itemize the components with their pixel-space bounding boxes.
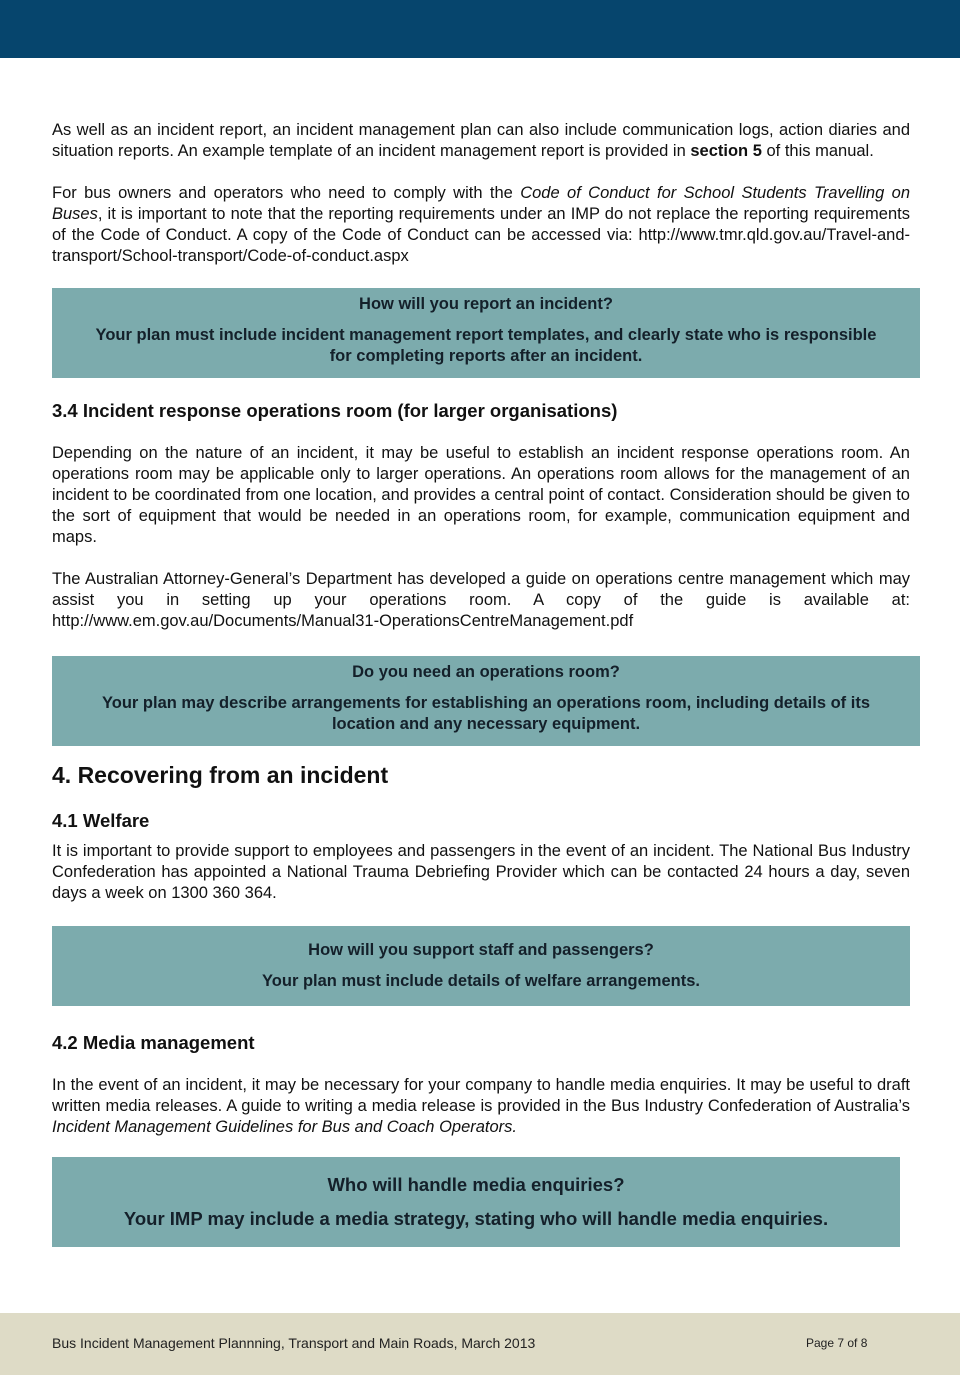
callout-question: Do you need an operations room?: [352, 663, 620, 681]
header-bar: [0, 0, 960, 58]
subsection-heading-welfare: 4.1 Welfare: [52, 810, 150, 831]
callout-box-operations-room: [52, 656, 920, 746]
page-content: [52, 120, 910, 1247]
subsection-heading-media: 4.2 Media management: [52, 1032, 255, 1053]
welfare-paragraph: It is important to provide support to employees and passengers in the event of an incident. The National Bus Industry Confederation has appointed a National Trauma Debriefing Provider which can be contacted 24 hours a day, seven days a week on 1300 360 364.: [52, 842, 910, 902]
callout-answer: Your plan must include details of welfare arrangements.: [262, 972, 700, 990]
callout-box-media: [52, 1157, 900, 1247]
callout-box-report: [52, 288, 920, 378]
callout-question: How will you support staff and passengers?: [308, 941, 654, 959]
media-paragraph: In the event of an incident, it may be necessary for your company to handle media enquiries. It may be useful to draft written media releases. A guide to writing a media release is provided in the Bus Industry Confederation of Australia’s Incident Management Guidelines for Bus and Coach Operators.: [52, 1076, 910, 1136]
callout-answer: Your IMP may include a media strategy, stating who will handle media enquiries.: [123, 1208, 829, 1229]
section-heading-3-4: 3.4 Incident response operations room (for larger organisations): [52, 400, 618, 421]
intro-paragraph-1: As well as an incident report, an incident management plan can also include communication logs, action diaries and situation reports. An example template of an incident management report is provided in section 5 of this manual.: [52, 121, 910, 160]
callout-answer: Your plan must include incident management report templates, and clearly state who is responsible for completing reports after an incident.: [95, 326, 877, 365]
callout-question: How will you report an incident?: [359, 295, 613, 313]
section-heading-4: 4. Recovering from an incident: [52, 762, 389, 788]
section-3-4-paragraph-1: Depending on the nature of an incident, it may be useful to establish an incident response operations room. An operations room may be applicable only to larger operations. An operations room allows for the management of an incident to be coordinated from one location, and provides a central point of contact. Consideration should be given to the sort of equipment that would be needed in an operations room, for example, communication equipment and maps.: [52, 444, 910, 546]
callout-box-welfare: [52, 926, 910, 1006]
callout-answer: Your plan may describe arrangements for establishing an operations room, including details of its location and any necessary equipment.: [101, 694, 870, 733]
section-3-4-paragraph-2: The Australian Attorney-General’s Department has developed a guide on operations centre management which may assist you in setting up your operations room. A copy of the guide is available at: http://www.em.gov.au/Documents/Manual31-OperationsCentreManagement.pdf: [52, 570, 910, 630]
callout-question: Who will handle media enquiries?: [327, 1174, 625, 1195]
footer-page-number: Page 7 of 8: [806, 1336, 868, 1350]
intro-paragraph-2: For bus owners and operators who need to comply with the Code of Conduct for School Students Travelling on Buses, it is important to note that the reporting requirements under an IMP do not replace the reporting requirements of the Code of Conduct. A copy of the Code of Conduct can be accessed via: http://www.tmr.qld.gov.au/Travel-and-transport/School-transport/Code-of-conduct.aspx: [52, 184, 910, 265]
footer-document-title: Bus Incident Management Plannning, Transport and Main Roads, March 2013: [52, 1335, 536, 1351]
